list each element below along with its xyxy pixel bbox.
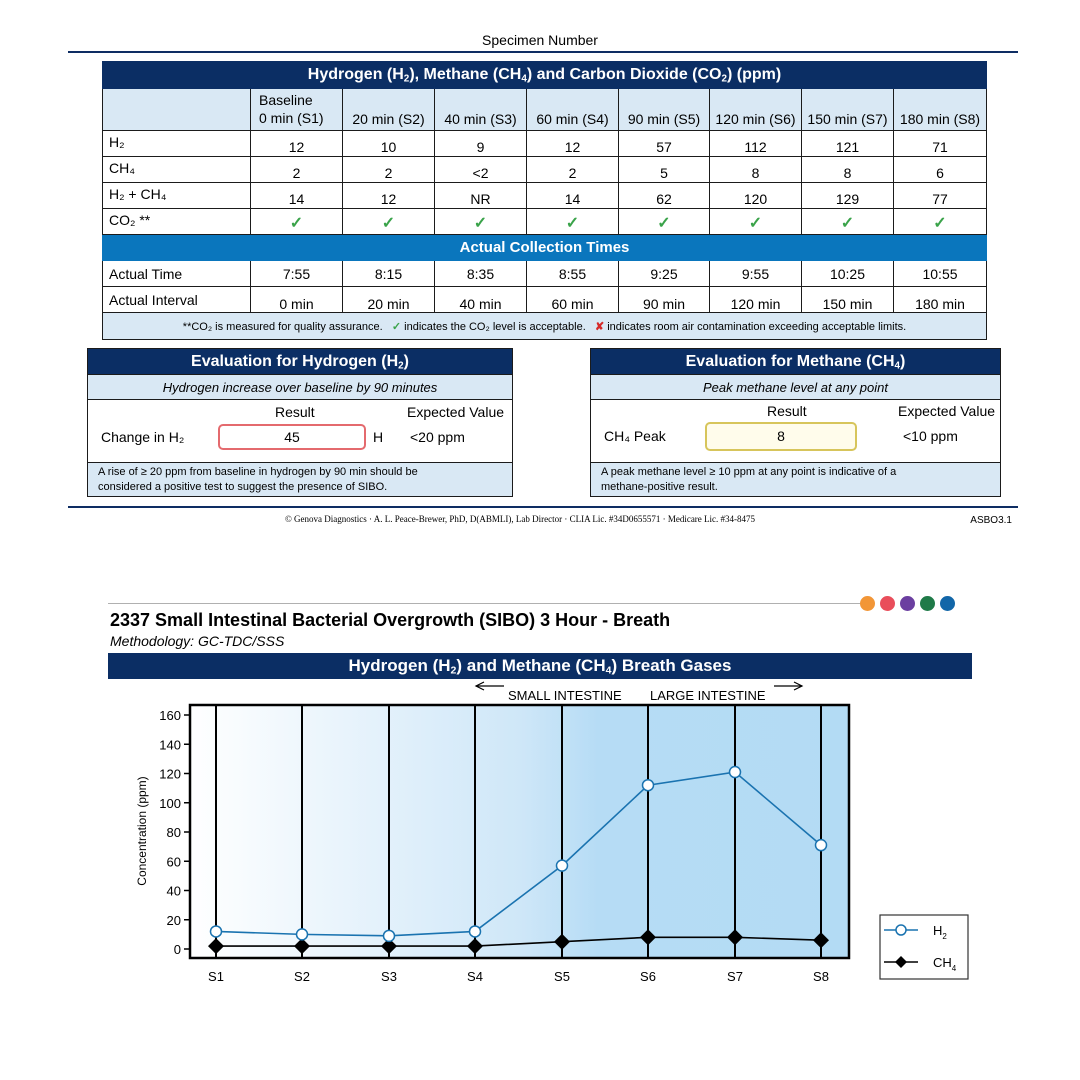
check-icon: ✓ (527, 209, 619, 235)
y-tick-label: 40 (166, 883, 181, 899)
ch4-expected-value: <10 ppm (903, 428, 958, 444)
table-cell: 9:25 (619, 261, 710, 287)
y-tick-label: 140 (159, 737, 181, 753)
h2-result-header: Result (275, 404, 315, 420)
h2-data-point (557, 860, 568, 871)
check-icon: ✓ (894, 209, 987, 235)
column-header: 150 min (S7) (802, 89, 894, 131)
table-cell: 5 (619, 157, 710, 183)
h2-data-point (211, 926, 222, 937)
table-cell: 9 (435, 131, 527, 157)
legend-ch4-label: $CH_4$ (933, 955, 957, 973)
table-cell: 14 (251, 183, 343, 209)
check-icon: ✓ (619, 209, 710, 235)
check-icon: ✓ (251, 209, 343, 235)
breath-gas-chart (0, 680, 1080, 1010)
table-row (103, 183, 987, 209)
methodology-text: Methodology: GC-TDC/SSS (110, 633, 285, 649)
hydrogen-evaluation-panel (87, 348, 513, 497)
brand-dot (860, 596, 875, 611)
table-cell: 112 (710, 131, 802, 157)
table-cell: 10:55 (894, 261, 987, 287)
column-header: 120 min (S6) (710, 89, 802, 131)
table-cell: 14 (527, 183, 619, 209)
table-cell: 57 (619, 131, 710, 157)
brand-dot (940, 596, 955, 611)
column-header: 60 min (S4) (527, 89, 619, 131)
table-cell: 77 (894, 183, 987, 209)
table-cell: 8 (802, 157, 894, 183)
table-cell: 180 min (894, 287, 987, 313)
table-cell: 60 min (527, 287, 619, 313)
x-icon: ✘ (594, 320, 605, 333)
h2-expected-value: <20 ppm (410, 429, 465, 445)
column-header: 20 min (S2) (343, 89, 435, 131)
y-tick-label: 100 (159, 795, 181, 811)
methane-evaluation-subtitle: Peak methane level at any point (591, 374, 1000, 400)
table-cell: 2 (527, 157, 619, 183)
region-label-small-intestine: SMALL INTESTINE (508, 688, 622, 703)
table-cell: 12 (527, 131, 619, 157)
table-cell: 40 min (435, 287, 527, 313)
table-cell: 8:35 (435, 261, 527, 287)
check-icon: ✓ (343, 209, 435, 235)
gas-table-title: Hydrogen $(H_2)$, Methane $(CH_4)$ and Carbon Dioxide $(CO_2)$ (ppm) (103, 62, 987, 89)
h2-change-label: Change in H₂ (101, 429, 185, 445)
table-cell: 20 min (343, 287, 435, 313)
x-tick-label: S1 (208, 969, 224, 984)
table-cell: 62 (619, 183, 710, 209)
x-tick-label: S8 (813, 969, 829, 984)
column-header: 180 min (S8) (894, 89, 987, 131)
table-cell: 2 (251, 157, 343, 183)
table-cell: 8 (710, 157, 802, 183)
table-row (103, 261, 987, 287)
chart-title: Hydrogen $(H_2)$ and Methane $(CH_4)$ Breath Gases (108, 653, 972, 679)
row-label: H₂ + CH₄ (103, 183, 251, 209)
h2-data-point (643, 780, 654, 791)
h2-expected-header: Expected Value (407, 404, 505, 420)
row-label: CO₂ ** (103, 209, 251, 235)
table-cell: 12 (343, 183, 435, 209)
x-tick-label: S7 (727, 969, 743, 984)
h2-high-flag: H (373, 429, 384, 445)
region-label-large-intestine: LARGE INTESTINE (650, 688, 766, 703)
legend-h2-label: $H_2$ (933, 923, 947, 941)
table-cell: NR (435, 183, 527, 209)
x-tick-label: S6 (640, 969, 656, 984)
table-cell: 121 (802, 131, 894, 157)
y-tick-label: 0 (173, 942, 181, 957)
document-code: ASBO3.1 (970, 515, 1012, 526)
table-cell: 8:15 (343, 261, 435, 287)
column-header: 90 min (S5) (619, 89, 710, 131)
specimen-number-label: Specimen Number (482, 32, 598, 48)
top-rule (68, 51, 1018, 53)
footer-rule (68, 506, 1018, 508)
row-label: CH₄ (103, 157, 251, 183)
table-cell: 2 (343, 157, 435, 183)
brand-dot (880, 596, 895, 611)
h2-data-point (297, 929, 308, 940)
x-tick-label: S3 (381, 969, 397, 984)
legend-h2-marker (896, 925, 906, 935)
h2-data-point (816, 840, 827, 851)
table-cell: 10:25 (802, 261, 894, 287)
section-divider (108, 603, 862, 604)
y-tick-label: 20 (166, 912, 181, 928)
methane-evaluation-title: Evaluation for Methane $(CH_4)$ (591, 349, 1000, 374)
hydrogen-evaluation-title: Evaluation for Hydrogen $(H_2)$ (88, 349, 512, 374)
report-title: 2337 Small Intestinal Bacterial Overgrowth (SIBO) 3 Hour - Breath (110, 610, 671, 630)
check-icon: ✓ (391, 320, 402, 333)
y-tick-label: 160 (159, 708, 181, 723)
table-cell: 150 min (802, 287, 894, 313)
h2-result-value: 45 (218, 424, 366, 450)
brand-dots (860, 596, 955, 614)
h2-data-point (384, 930, 395, 941)
y-axis-label: Concentration (ppm) (135, 776, 149, 886)
column-header: 40 min (S3) (435, 89, 527, 131)
x-tick-label: S4 (467, 969, 483, 984)
methane-evaluation-panel (590, 348, 1001, 497)
y-tick-label: 120 (159, 766, 181, 782)
check-icon: ✓ (802, 209, 894, 235)
ch4-result-header: Result (767, 403, 807, 419)
header-corner (103, 89, 251, 131)
table-cell: 120 (710, 183, 802, 209)
row-label: Actual Time (103, 261, 251, 287)
brand-dot (920, 596, 935, 611)
table-row (103, 209, 987, 235)
table-row (103, 287, 987, 313)
ch4-expected-header: Expected Value (898, 403, 996, 419)
check-icon: ✓ (710, 209, 802, 235)
table-cell: 9:55 (710, 261, 802, 287)
table-row (103, 157, 987, 183)
table-cell: 12 (251, 131, 343, 157)
table-cell: 71 (894, 131, 987, 157)
plot-background (190, 705, 849, 958)
table-footnote: **CO₂ is measured for quality assurance. ✓ indicates the CO₂ level is acceptable. ✘ indicates room air contamination exceeding acceptable limits. (103, 313, 987, 340)
table-cell: 10 (343, 131, 435, 157)
h2-data-point (470, 926, 481, 937)
table-row (103, 131, 987, 157)
table-cell: 129 (802, 183, 894, 209)
row-label: Actual Interval (103, 287, 251, 313)
row-label: H₂ (103, 131, 251, 157)
check-icon: ✓ (435, 209, 527, 235)
x-tick-label: S2 (294, 969, 310, 984)
h2-data-point (730, 767, 741, 778)
brand-dot (900, 596, 915, 611)
table-cell: 7:55 (251, 261, 343, 287)
ch4-result-value: 8 (705, 422, 857, 451)
x-tick-label: S5 (554, 969, 570, 984)
y-tick-label: 60 (166, 854, 181, 870)
y-tick-label: 80 (166, 825, 181, 840)
table-cell: 8:55 (527, 261, 619, 287)
table-cell: 0 min (251, 287, 343, 313)
methane-evaluation-note: A peak methane level ≥ 10 ppm at any point is indicative of a methane-positive result. (591, 462, 1000, 496)
gas-results-table (102, 61, 987, 340)
ch4-peak-label: CH₄ Peak (604, 428, 666, 444)
table-cell: <2 (435, 157, 527, 183)
table-cell: 6 (894, 157, 987, 183)
hydrogen-evaluation-note: A rise of ≥ 20 ppm from baseline in hydrogen by 90 min should be considered a positive test to suggest the presence of SIBO. (88, 462, 512, 496)
copyright-text: © Genova Diagnostics · A. L. Peace-Brewer, PhD, D(ABMLI), Lab Director · CLIA Lic. #34D0655571 · Medicare Lic. #34-8475 (284, 514, 756, 524)
collection-times-title: Actual Collection Times (103, 235, 987, 261)
table-cell: 90 min (619, 287, 710, 313)
table-cell: 120 min (710, 287, 802, 313)
column-header-baseline: Baseline 0 min (S1) (251, 89, 343, 131)
hydrogen-evaluation-subtitle: Hydrogen increase over baseline by 90 minutes (88, 374, 512, 400)
